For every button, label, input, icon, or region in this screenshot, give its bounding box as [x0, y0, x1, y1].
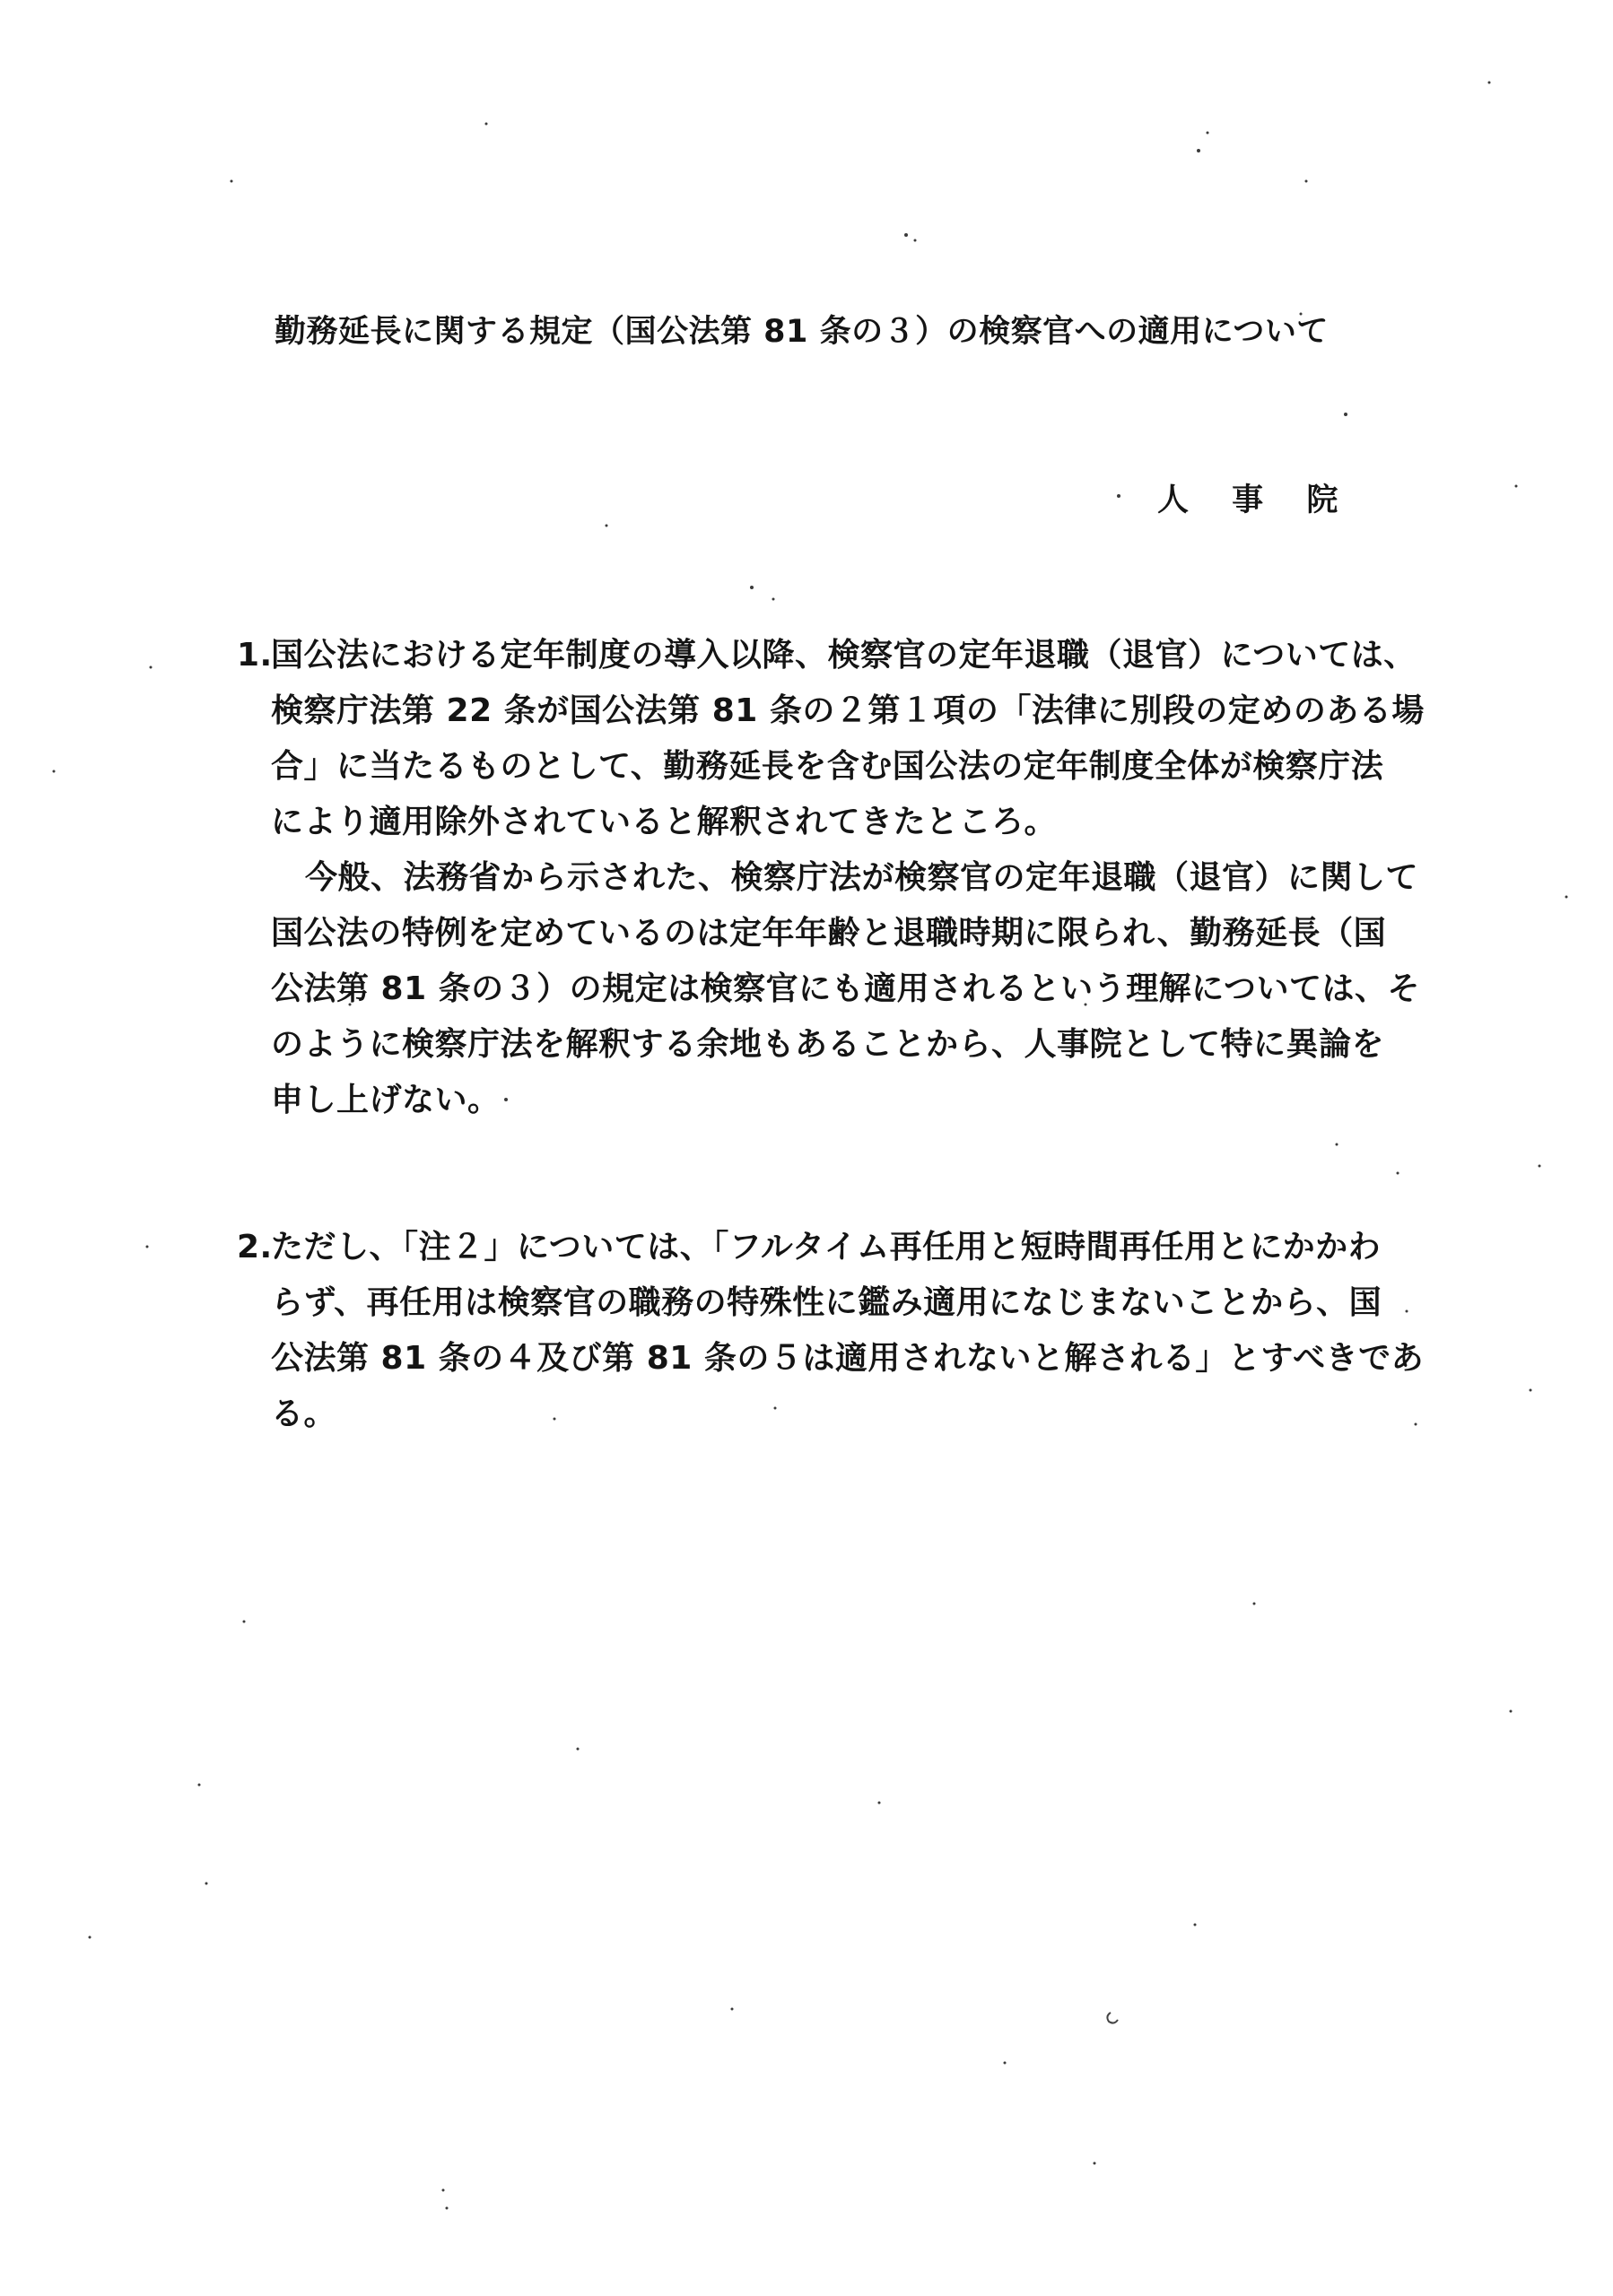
- author-name: 人 事 院: [1157, 483, 1355, 518]
- section-1: [237, 628, 1425, 1128]
- paragraph-line: により適用除外されていると解釈されてきたところ。: [271, 804, 1058, 840]
- paragraph-line: 2.ただし、「注２」については、「フルタイム再任用と短時間再任用とにかかわ: [237, 1220, 1424, 1275]
- paragraph-line: のように検察庁法を解釈する余地もあることから、人事院として特に異論を: [271, 1026, 1385, 1063]
- paragraph-line: 申し上げない。: [271, 1082, 501, 1118]
- section-2: [237, 1220, 1424, 1442]
- paragraph-line: る。: [271, 1396, 337, 1432]
- paragraph-line: 今般、法務省から示された、検察庁法が検察官の定年退職（退官）に関して: [305, 859, 1419, 896]
- section-number: 2.: [237, 1229, 273, 1265]
- paragraph-line: 国公法の特例を定めているのは定年年齢と退職時期に限られ、勤務延長（国: [271, 915, 1387, 952]
- document-title: 勤務延長に関する規定（国公法第 81 条の３）の検察官への適用について: [275, 314, 1329, 350]
- paragraph-line: 合」に当たるものとして、勤務延長を含む国公法の定年制度全体が検察庁法: [271, 748, 1384, 785]
- paragraph-line: 検察庁法第 22 条が国公法第 81 条の２第１項の「法律に別段の定めのある場: [271, 692, 1425, 729]
- paragraph-line: らず、再任用は検察官の職務の特殊性に鑑み適用になじまないことから、国: [271, 1284, 1382, 1321]
- paragraph-line: 1.国公法における定年制度の導入以降、検察官の定年退職（退官）については、: [237, 628, 1425, 683]
- paragraph-line: 公法第 81 条の４及び第 81 条の５は適用されないと解される」とすべきであ: [271, 1340, 1425, 1377]
- section-number: 1.: [237, 637, 273, 674]
- paragraph-line: 公法第 81 条の３）の規定は検察官にも適用されるという理解については、そ: [271, 970, 1420, 1007]
